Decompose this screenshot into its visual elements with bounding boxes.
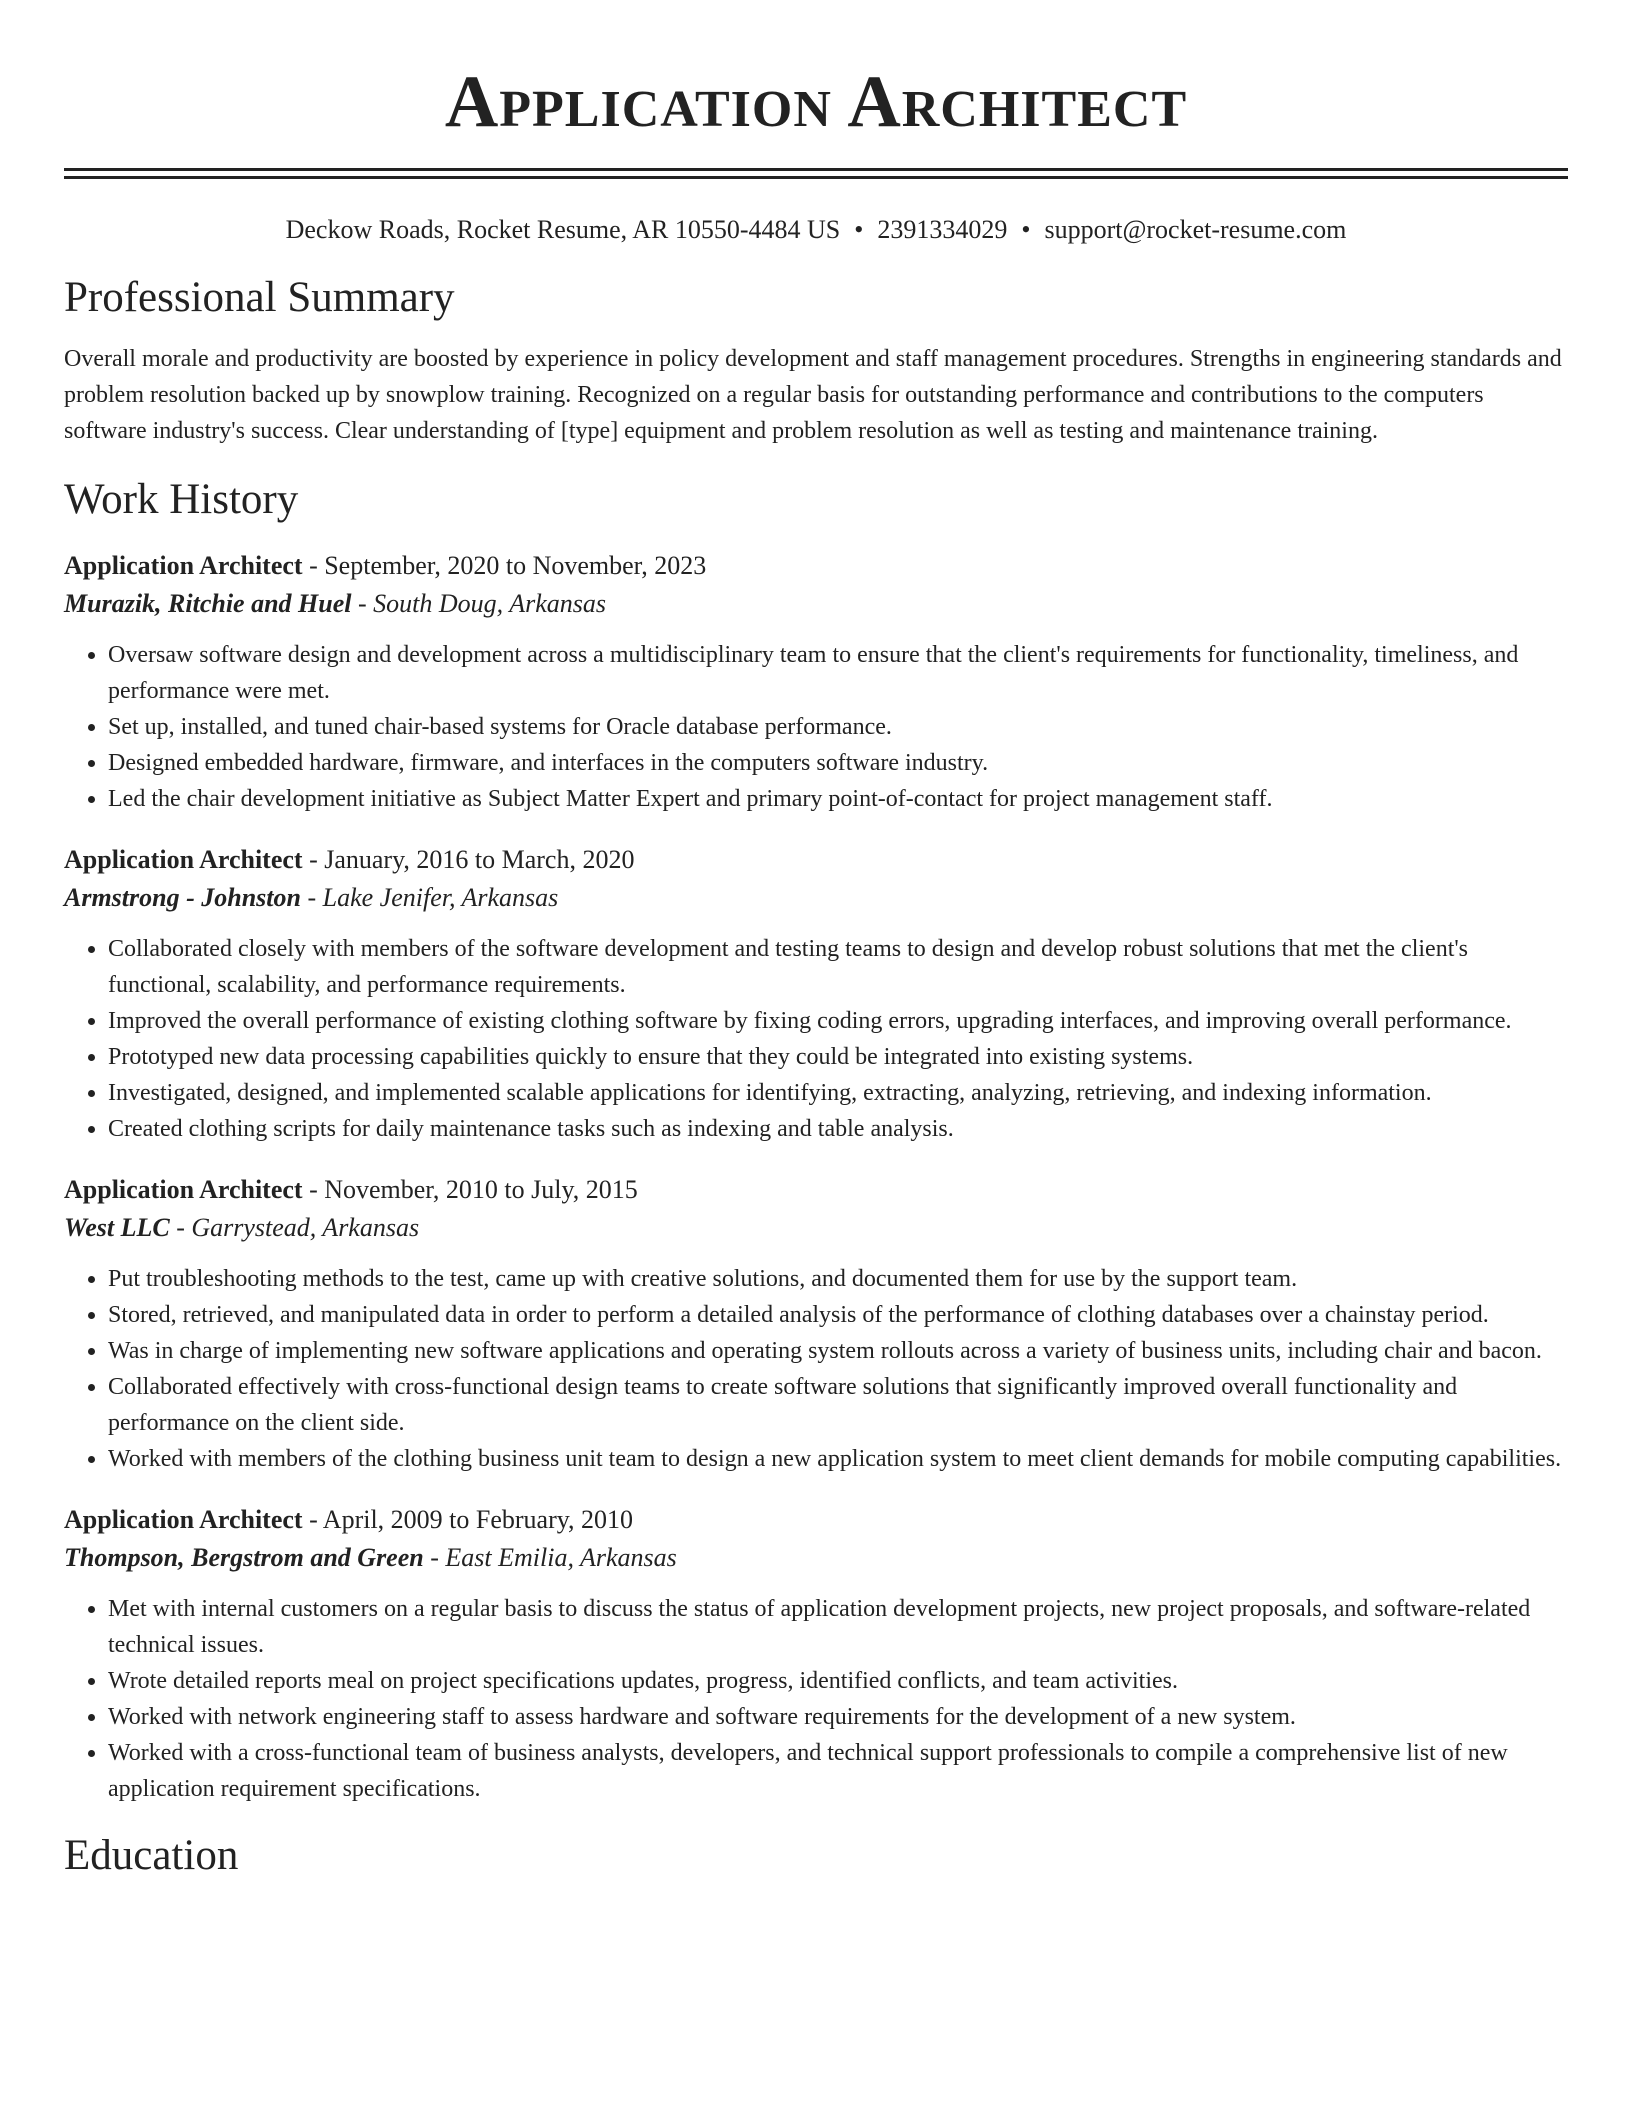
job-location: - Lake Jenifer, Arkansas: [300, 883, 559, 912]
job-bullet: • Designed embedded hardware, firmware, and interfaces in the computers software industry.: [108, 745, 1568, 781]
job-dates: - September, 2020 to November, 2023: [302, 551, 707, 580]
job-dates: - November, 2010 to July, 2015: [302, 1175, 638, 1204]
job-bullet: • Put troubleshooting methods to the test, came up with creative solutions, and documented them for use by the support team.: [108, 1261, 1568, 1297]
job-location: - South Doug, Arkansas: [351, 589, 606, 618]
job-header: [64, 547, 1568, 585]
job-entry: [64, 841, 1568, 1147]
job-employer: [64, 879, 1568, 917]
job-entry: [64, 547, 1568, 817]
job-employer: [64, 1209, 1568, 1247]
job-bullet: • Prototyped new data processing capabilities quickly to ensure that they could be integrated into existing systems.: [108, 1039, 1568, 1075]
job-bullet: • Wrote detailed reports meal on project specifications updates, progress, identified conflicts, and team activities.: [108, 1663, 1568, 1699]
job-location: - Garrystead, Arkansas: [169, 1213, 420, 1242]
job-employer: [64, 585, 1568, 623]
job-bullet: • Met with internal customers on a regular basis to discuss the status of application development projects, new project proposals, and software-related technical issues.: [108, 1591, 1568, 1663]
company-name: Armstrong - Johnston: [64, 883, 301, 912]
job-bullet: • Collaborated effectively with cross-functional design teams to create software solutions that significantly improved overall functionality and performance on the client side.: [108, 1369, 1568, 1441]
job-bullet: • Worked with members of the clothing business unit team to design a new application system to meet client demands for mobile computing capabilities.: [108, 1441, 1568, 1477]
job-dates: - April, 2009 to February, 2010: [302, 1505, 634, 1534]
job-title: Application Architect: [64, 1175, 303, 1204]
job-bullet: • Worked with a cross-functional team of business analysts, developers, and technical support professionals to compile a comprehensive list of new application requirement specifications.: [108, 1735, 1568, 1807]
job-entry: [64, 1171, 1568, 1477]
job-employer: [64, 1539, 1568, 1577]
job-bullet: • Led the chair development initiative as Subject Matter Expert and primary point-of-contact for project management staff.: [108, 781, 1568, 817]
job-bullets: [64, 637, 1568, 817]
education-heading: Education: [64, 1832, 239, 1879]
company-name: West LLC: [64, 1213, 170, 1242]
company-name: Thompson, Bergstrom and Green: [64, 1543, 424, 1572]
job-bullet: • Improved the overall performance of existing clothing software by fixing coding errors, upgrading interfaces, and improving overall performance.: [108, 1003, 1568, 1039]
job-header: [64, 1171, 1568, 1209]
summary-heading: Professional Summary: [64, 274, 455, 321]
summary-text: Overall morale and productivity are boosted by experience in policy development and staff management procedures. Strengths in engineering standards and problem resolution backed up by snowplow training. Recognized on a regular basis for outstanding performance and contributions to the computers software industry's success. Clear understanding of [type] equipment and problem resolution as well as testing and maintenance training.: [64, 346, 1562, 444]
contact-line: [64, 213, 1568, 247]
job-bullet: • Oversaw software design and development across a multidisciplinary team to ensure that the client's requirements for functionality, timeliness, and performance were met.: [108, 637, 1568, 709]
contact-separator: •: [1021, 215, 1031, 244]
work-history-heading: Work History: [64, 476, 299, 523]
job-header: [64, 841, 1568, 879]
page-title: Application Architect: [444, 61, 1188, 143]
job-bullet: • Worked with network engineering staff to assess hardware and software requirements for the development of a new system.: [108, 1699, 1568, 1735]
title-divider: [64, 168, 1568, 179]
job-entry: [64, 1501, 1568, 1807]
job-bullet: • Set up, installed, and tuned chair-based systems for Oracle database performance.: [108, 709, 1568, 745]
job-bullet: • Stored, retrieved, and manipulated data in order to perform a detailed analysis of the performance of clothing databases over a chainstay period.: [108, 1297, 1568, 1333]
job-bullets: [64, 1261, 1568, 1477]
job-title: Application Architect: [64, 1505, 303, 1534]
job-bullet: • Investigated, designed, and implemented scalable applications for identifying, extracting, analyzing, retrieving, and indexing information.: [108, 1075, 1568, 1111]
job-bullet: • Created clothing scripts for daily maintenance tasks such as indexing and table analysis.: [108, 1111, 1568, 1147]
contact-separator: •: [854, 215, 864, 244]
job-bullet: • Collaborated closely with members of the software development and testing teams to design and develop robust solutions that met the client's functional, scalability, and performance requirements.: [108, 931, 1568, 1003]
job-dates: - January, 2016 to March, 2020: [302, 845, 635, 874]
job-title: Application Architect: [64, 845, 303, 874]
company-name: Murazik, Ritchie and Huel: [64, 589, 352, 618]
contact-address: Deckow Roads, Rocket Resume, AR 10550-4484 US: [285, 215, 841, 244]
job-header: [64, 1501, 1568, 1539]
job-bullet: • Was in charge of implementing new software applications and operating system rollouts across a variety of business units, including chair and bacon.: [108, 1333, 1568, 1369]
contact-email: support@rocket-resume.com: [1044, 215, 1347, 244]
job-title: Application Architect: [64, 551, 303, 580]
job-bullets: [64, 931, 1568, 1147]
job-bullets: [64, 1591, 1568, 1807]
job-location: - East Emilia, Arkansas: [423, 1543, 677, 1572]
contact-phone: 2391334029: [877, 215, 1008, 244]
